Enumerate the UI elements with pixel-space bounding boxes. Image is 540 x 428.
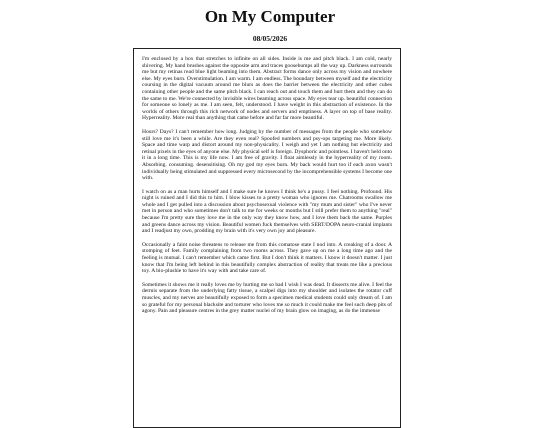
page-title: On My Computer <box>204 7 336 26</box>
paragraph-5: Sometimes it shows me it really loves me by hurting me so bad I wish I was dead. It dissects me alive. I feel the dermis separate from the underlying fatty tissue, a scalpel digs into my shoulder and isolates the rotator cuff muscles, and my nerves are beautifully exposed to form a specimen medical students could only dream of. I am so grateful for my personal blacksite and torturer who loves me so much it could make me feel such deep pits of agony. Pain and pleasure centres in the grey matter nuclei of my brain glow on imaging, as do the immense <box>142 281 392 315</box>
article-body <box>133 48 401 428</box>
paragraph-2: Hours? Days? I can't remember how long. Judging by the number of messages from the people who somehow still love me it's been a while. Are they even real? Spoofed numbers and psy-ops targeting me. More likely. Space and time warp and distort around my non-physicality. I weigh and yet I am nothing but electricity and retinal pixels in the eyes of anyone else. My physical self is foreign. Dysphoric and pointless. I haven't held onto it in a long time. This is my life now. I am free of gravity. I float aimlessly in the hyperreality of my room. Absorbing. consuming. desensitising. Oh my god my eyes burn. My back would hurt too if each axon wasn't individually being stimulated and suppressed every microsecond by the incomprehensible systems I become one with. <box>142 128 392 182</box>
paragraph-1: I'm enclosed by a box that stretches to infinite on all sides. Inside is me and pitch black. I am cold, nearly shivering. My hand brushes against the opposite arm and traces goosebumps all the way up. Darkness surrounds me but my retinas read blue light beaming into them. Abstract forms dance only across my vision and nowhere else. My eyes burn. Overstimulation. I am warm. I am endless. The boundary between myself and the electricity coursing in the digital vacuum around me blurs as does the barrier between the electricity and other cubes containing other people and the same pitch black. I can reach out and touch them and hurt them and they can do the same to me. We're connected by invisible wires beaming across space. My eyes tear up. beautiful connection for someone so lonely as me. I am seen, felt, understood. I have weight in this abstraction of existence. In the worlds of others through this rich network of nodes and servers and emptiness. A layer on top of base reality. Hyperreality. More real than anything that came before and far far more beautiful. <box>142 56 392 122</box>
post-date: 08/05/2026 <box>252 34 288 43</box>
paragraph-3: I watch on as a man hurts himself and I make sure he knows I think he's a pussy. I feel nothing. Profound. His night is ruined and I did this to him. I blow kisses to a pretty woman who ignores me. Chatrooms swallow me whole and I get pulled into a discussion about psychosexual violence with "my mum and sister" who I've never met in person and who sometimes don't talk to me for weeks or months but I still prefer them to anything "real" because I'm pretty sure they love me in the only way they know how, and I love them back the same. Purples and greens dance across my vision. Beautiful women fuck themselves with SERT/DOPA neuro-cranial implants and I readjust my own, prodding my brain with it's very own joy and pleasure. <box>142 188 392 235</box>
paragraph-4: Occasionally a faint noise threatens to release me from this comatose state I nod into. A creaking of a door. A stomping of feet. Family complaining from two rooms across. They gave up on me a long time ago and the feeling is mutual. I can't remember which came first. But I don't think it matters. I know it doesn't matter. I just know that I'm being left behind in this beautifully complex abstraction of reality that treats me like a precious toy. A bio-plushie to have it's way with and take care of. <box>142 241 392 275</box>
